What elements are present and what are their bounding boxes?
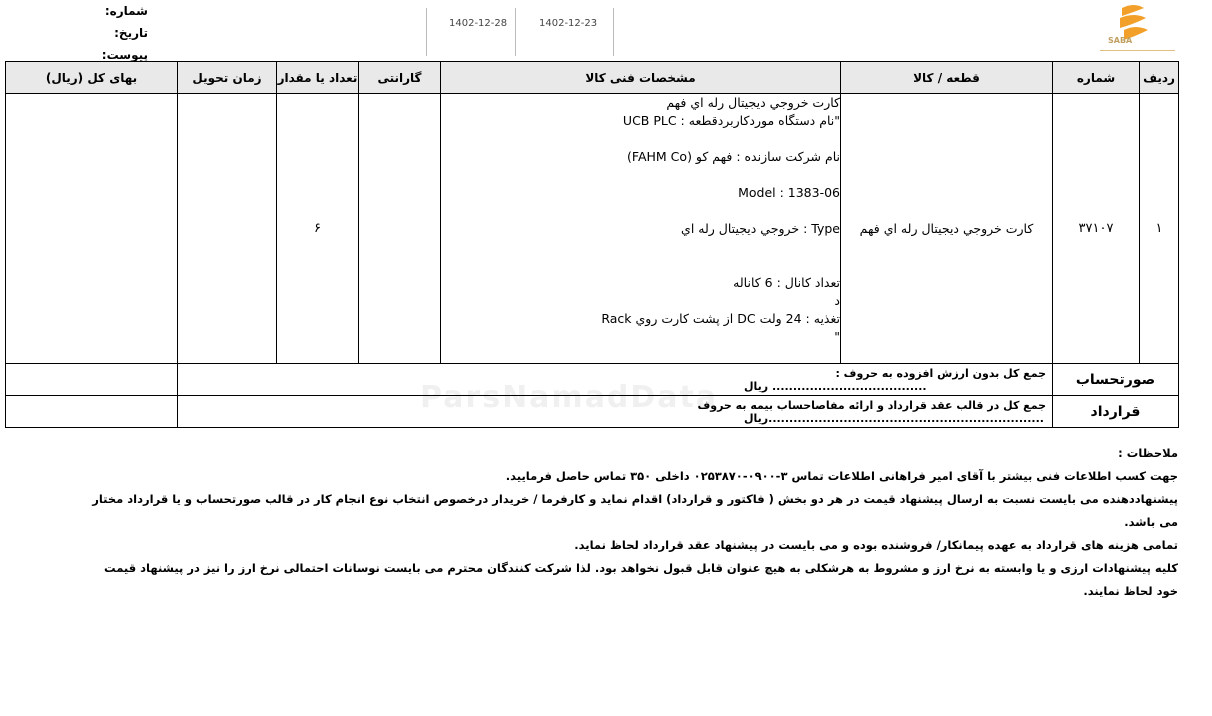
logo-text: SABA (1108, 36, 1133, 45)
note-line: جهت کسب اطلاعات فنی بیشتر با آقای امیر فراهانی اطلاعات تماس ۳-۰۹۰۰-۰۲۵۳۸۷۰ داخلی ۳۵۰ تماس حاصل فرمایید. (505, 469, 1178, 483)
col-item: قطعه / کالا (841, 62, 1053, 94)
date-1: 1402-12-28 (449, 18, 508, 29)
invoice-row (6, 364, 1179, 396)
spec-line: د (834, 293, 840, 308)
col-number: شماره (1053, 62, 1140, 94)
col-total: بهای کل (ریال) (6, 62, 178, 94)
invoice-currency: ..................................... ریال (744, 379, 927, 393)
logo-underline (1100, 50, 1175, 51)
spec-line: Type : خروجي ديجيتال رله اي (681, 221, 840, 236)
spec-line: کارت خروجي ديجيتال رله اي فهم (666, 95, 840, 110)
row-spec (441, 94, 841, 364)
contract-label: قرارداد (1053, 396, 1179, 428)
invoice-label: صورتحساب (1053, 364, 1179, 396)
number-label: شماره: (104, 4, 148, 18)
header-labels (88, 0, 148, 66)
col-delivery: زمان تحویل (178, 62, 277, 94)
contract-row (6, 396, 1179, 428)
watermark: ParsNamadData (420, 380, 719, 415)
invoice-amount (6, 364, 178, 396)
spec-line: " (834, 329, 840, 344)
note-line: تمامی هزینه های قرارداد به عهده پیمانکار/ فروشنده بوده و می بایست در پیشنهاد عقد قرارداد لحاظ نماید. (574, 538, 1178, 552)
row-total (6, 94, 178, 364)
spec-line (441, 256, 840, 274)
date-2: 1402-12-23 (539, 18, 598, 29)
row-index: ۱ (1140, 94, 1179, 364)
invoice-text: جمع کل بدون ارزش افزوده به حروف : (835, 366, 1046, 380)
items-table (5, 61, 1179, 428)
dates-divider (515, 8, 516, 56)
row-number: ۳۷۱۰۷ (1053, 94, 1140, 364)
col-guarantee: گارانتی (359, 62, 441, 94)
date-label: تاریخ: (114, 26, 148, 40)
spec-line: تعداد کانال : 6 کاناله (733, 275, 840, 290)
spec-line: تغذيه : 24 ولت DC از پشت کارت روي Rack (601, 311, 840, 326)
notes-section (90, 442, 1178, 603)
table-header-row (6, 62, 1179, 94)
col-spec: مشخصات فنی کالا (441, 62, 841, 94)
row-item: کارت خروجي ديجيتال رله اي فهم (841, 94, 1053, 364)
note-line: پیشنهاددهنده می بایست نسبت به ارسال پیشنهاد قیمت در هر دو بخش ( فاکتور و قرارداد) اقدام نماید و کارفرما / خریدار درخصوص انتخاب نوع انجام کار در قالب صورتحساب و یا قرارداد مختار می باشد. (92, 492, 1178, 529)
spec-line (441, 130, 840, 148)
contract-amount (6, 396, 178, 428)
spec-line (441, 238, 840, 256)
contract-text: جمع کل در قالب عقد قرارداد و ارائه مفاصاحساب بیمه به حروف (697, 398, 1046, 412)
spec-line: نام شرکت سازنده : فهم کو (FAHM Co) (627, 149, 840, 164)
contract-currency: ..................................................................ریال (744, 411, 1044, 425)
spec-line (441, 202, 840, 220)
note-line: کلیه پیشنهادات ارزی و یا وابسته به نرخ ارز و مشروط به هرشکلی به هیچ عنوان قابل قبول نخواهد بود. لذا شرکت کنندگان محترم می بایست نوسانات احتمالی نرخ ارز را نیز در پیشنهاد قیمت خود لحاظ نمایند. (104, 561, 1178, 598)
contract-text-cell (178, 396, 1053, 428)
spec-line: "نام دستگاه موردکاربردقطعه : UCB PLC (622, 113, 840, 128)
attachment-label: پیوست: (101, 48, 148, 62)
spec-line: Model : 1383-06 (738, 185, 840, 200)
table-row (6, 94, 1179, 364)
row-delivery (178, 94, 277, 364)
row-guarantee (359, 94, 441, 364)
company-logo (1100, 0, 1175, 56)
row-quantity: ۶ (277, 94, 359, 364)
col-quantity: تعداد یا مقدار (277, 62, 359, 94)
spec-line (441, 166, 840, 184)
header-dates (426, 8, 614, 56)
col-index: ردیف (1140, 62, 1179, 94)
notes-title: ملاحظات : (1118, 446, 1178, 460)
invoice-text-cell (178, 364, 1053, 396)
